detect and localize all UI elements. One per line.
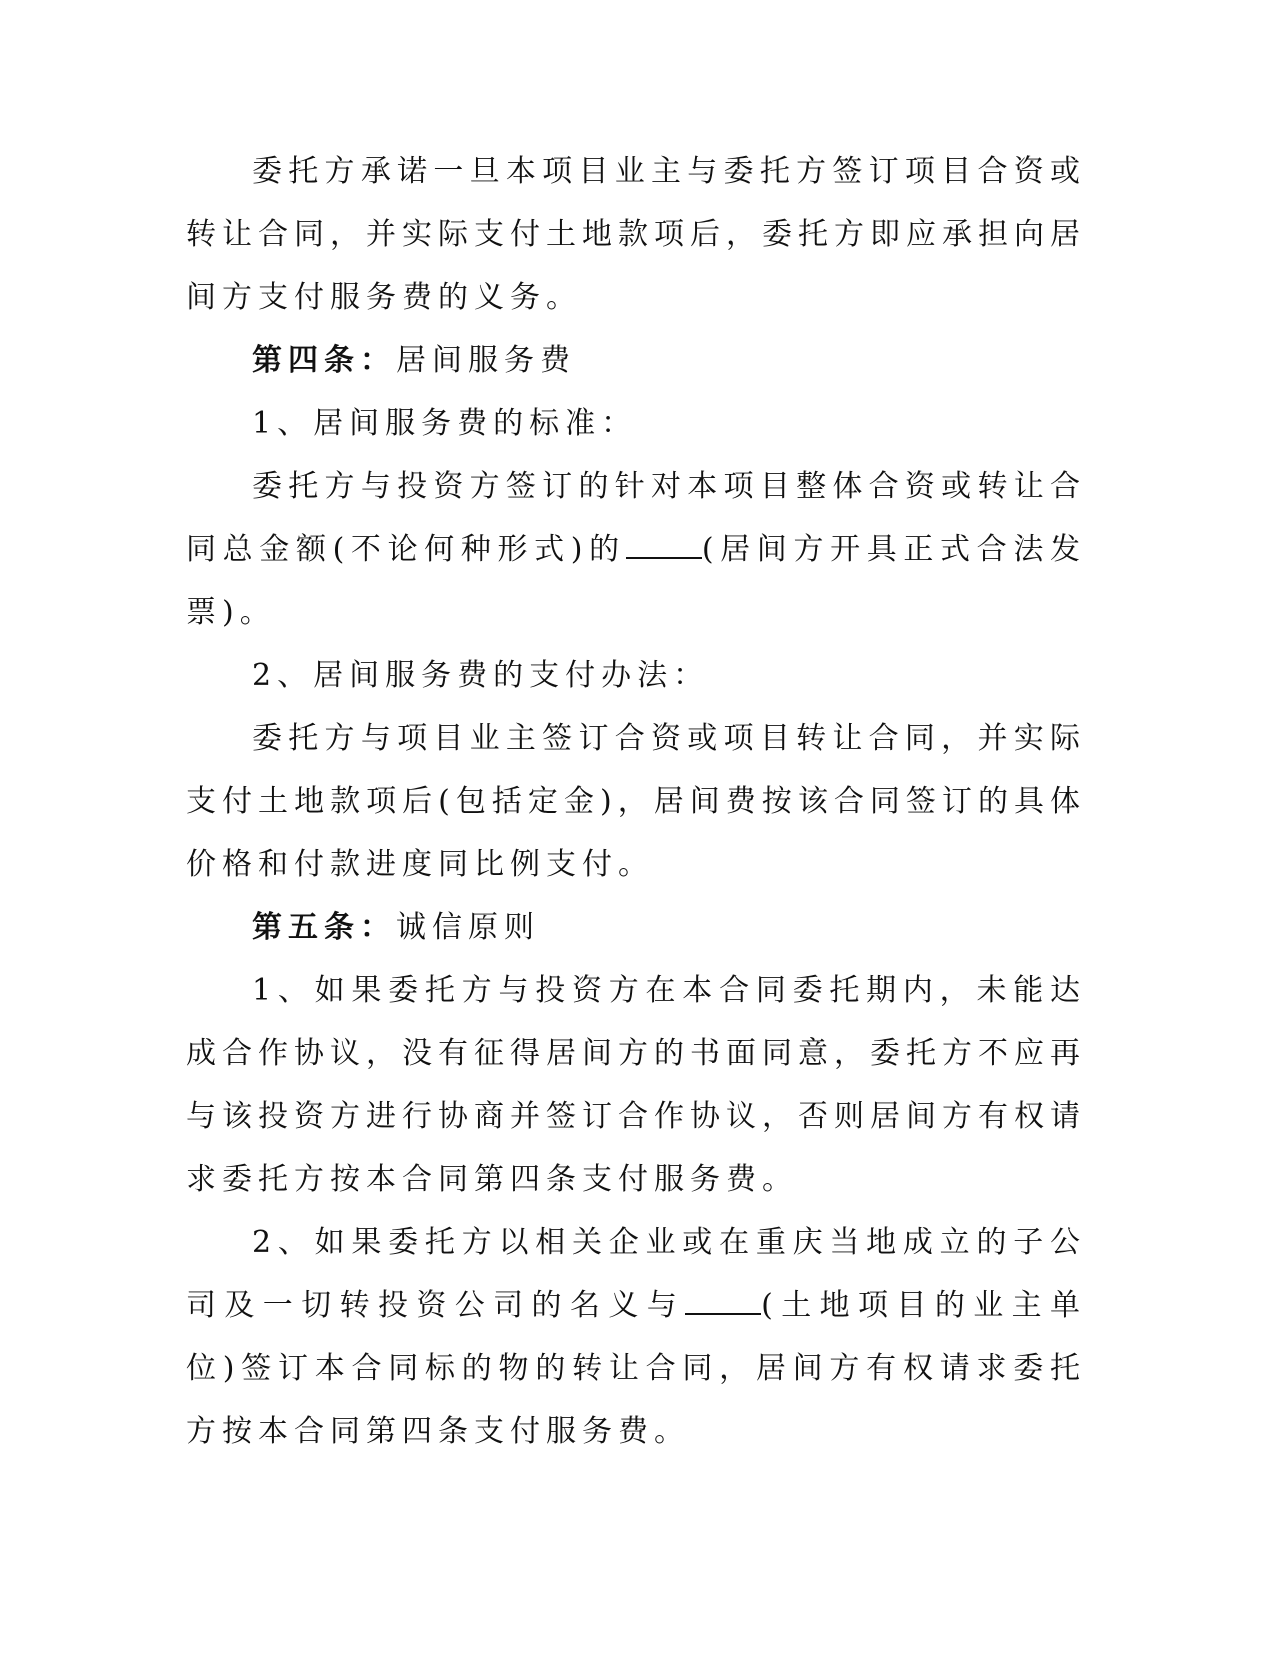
article-4-item-1-text (186, 455, 1086, 644)
article-5-item-1: 1、如果委托方与投资方在本合同委托期内，未能达成合作协议，没有征得居间方的书面同意，委托方不应再与该投资方进行协商并签订合作协议，否则居间方有权请求委托方按本合同第四条支付服务费。 (186, 973, 1086, 1197)
article-5-item-2 (186, 1211, 1086, 1463)
fill-in-blank (626, 535, 702, 559)
article-5-label: 第五条： (252, 910, 396, 945)
article-4-title: 居间服务费 (396, 343, 576, 378)
article-4-heading (186, 329, 1086, 392)
article-4-item-1-text-part-b: (居间方开具正式合法发票)。 (186, 532, 1086, 630)
fill-in-blank (685, 1291, 761, 1315)
article-5-heading (186, 896, 1086, 959)
article-4-item-1-text-part-a: 委托方与投资方签订的针对本项目整体合资或转让合同总金额(不论何种形式)的 (186, 469, 1086, 567)
document-body (186, 140, 1086, 1463)
article-5-title: 诚信原则 (396, 910, 540, 945)
article-4-item-2-text: 委托方与项目业主签订合资或项目转让合同，并实际支付土地款项后(包括定金)，居间费按该合同签订的具体价格和付款进度同比例支付。 (186, 721, 1086, 882)
article-5-item-2-part-b: (土地项目的业主单位)签订本合同标的物的转让合同，居间方有权请求委托方按本合同第四条支付服务费。 (186, 1288, 1086, 1449)
article-4-item-1: 1、居间服务费的标准： (252, 406, 638, 441)
article-5-item-2-part-a: 2、如果委托方以相关企业或在重庆当地成立的子公司及一切转投资公司的名义与 (186, 1225, 1086, 1323)
article-4-item-2: 2、居间服务费的支付办法： (252, 658, 710, 693)
paragraph-commitment: 委托方承诺一旦本项目业主与委托方签订项目合资或转让合同，并实际支付土地款项后，委托方即应承担向居间方支付服务费的义务。 (186, 154, 1086, 315)
article-4-label: 第四条： (252, 343, 396, 378)
